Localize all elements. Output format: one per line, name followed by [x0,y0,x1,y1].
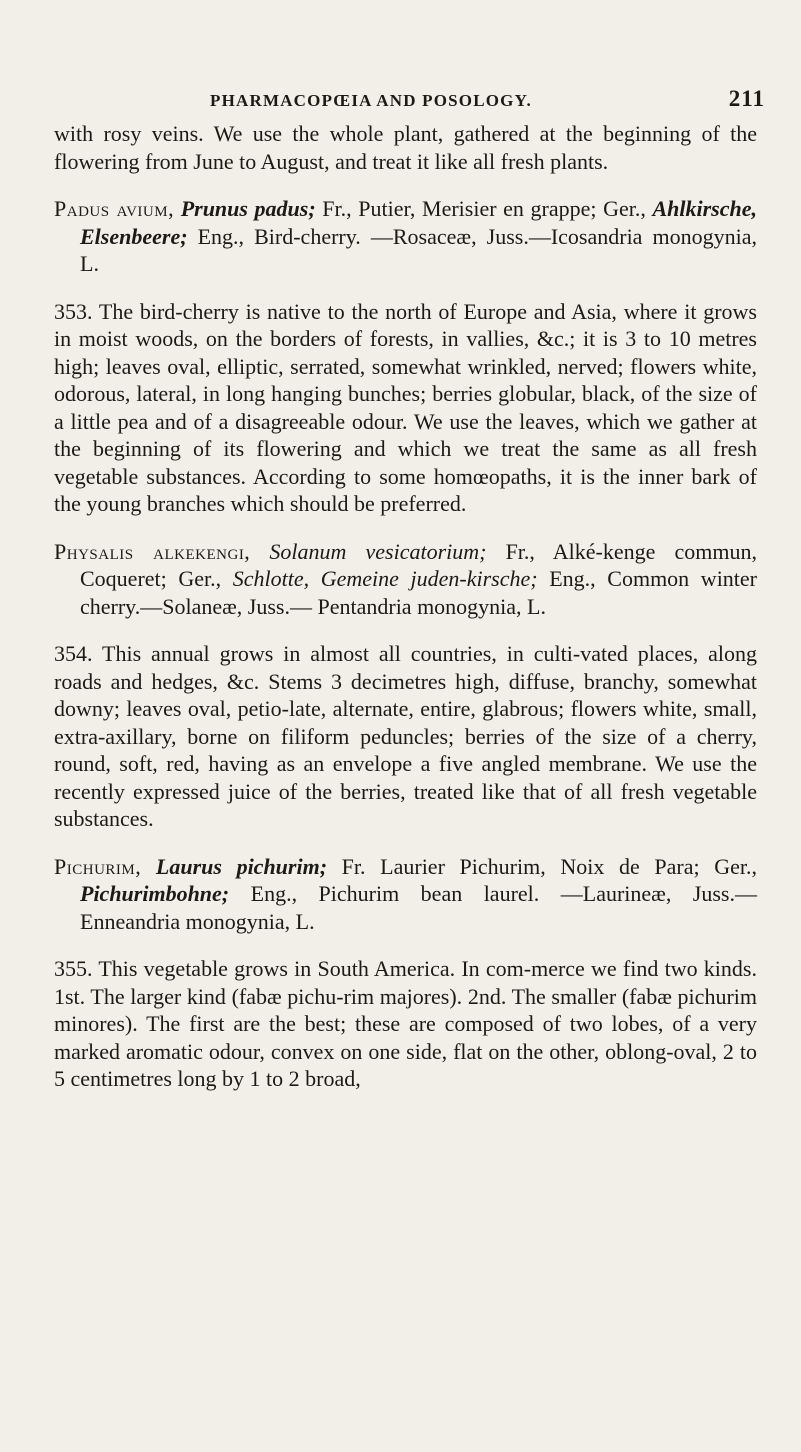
paragraph-number: 354. [54,641,93,666]
german-names: Pichurimbohne; [80,881,230,906]
running-title: PHARMACOPŒIA AND POSOLOGY. [210,91,532,110]
french-names: Fr., Putier, Merisier en grappe; Ger., [322,196,646,221]
opening-paragraph: with rosy veins. We use the whole plant, gathered at the beginning of the flowering from June to August, and treat it like all fresh plants. [54,121,757,174]
paragraph-353 [54,298,757,518]
french-names: Fr. Laurier Pichurim, Noix de Para; Ger., [341,853,757,879]
entry-name: Padus avium, [54,196,175,221]
french-names: Fr., Alké-kenge commun, Coqueret; Ger., [80,538,757,591]
entry-heading-padus-avium [54,195,757,278]
running-head [210,86,765,112]
paragraph-number: 355. [54,956,93,981]
entry-rest: Eng., Common winter cherry.—Solaneæ, Juss.— Pentandria monogynia, L. [80,566,758,619]
latin-synonym: Laurus pichurim; [155,853,328,879]
entry-heading-pichurim [54,853,757,936]
paragraph-355 [54,955,757,1093]
german-names: Ahlkirsche, Elsenbeere; [80,196,758,249]
paragraph-text: The bird-cherry is native to the north of Europe and Asia, where it grows in moist woods, on the borders of forests, in vallies, &c.; it is 3 to 10 metres high; leaves oval, elliptic, serrated, somewhat wrinkled, nerved; flowers white, odorous, lateral, in long hanging bunches; berries globular, black, of the size of a little pea and of a disagreeable odour. We use the leaves, which we gather at the beginning of its flowering and which we treat the same as all fresh vegetable substances. According to some homœopaths, it is the inner bark of the young branches which should be preferred. [54,298,757,516]
paragraph-354 [54,640,757,833]
page-body [54,120,757,1093]
paragraph-number: 353. [54,298,93,324]
latin-synonym: Solanum vesicatorium; [269,538,487,564]
paragraph-text: This vegetable grows in South America. In com-merce we find two kinds. 1st. The larger kind (fabæ pichu-rim majores). 2nd. The smaller (fabæ pichurim minores). The first are the best; these are composed of two lobes, of a very marked aromatic odour, convex on one side, flat on the other, oblong-oval, 2 to 5 centimetres long by 1 to 2 broad, [54,956,757,1091]
latin-synonym: Prunus padus; [180,196,316,221]
entry-rest: Eng., Pichurim bean laurel. —Laurineæ, Juss.—Enneandria monogynia, L. [80,881,757,934]
entry-rest: Eng., Bird-cherry. —Rosaceæ, Juss.—Icosandria monogynia, L. [80,223,757,276]
page-number: 211 [728,86,765,111]
entry-heading-physalis-alkekengi [54,538,757,621]
german-names: Schlotte, Gemeine juden-kirsche; [232,566,538,591]
paragraph-text: This annual grows in almost all countries, in culti-vated places, along roads and hedges, &c. Stems 3 decimetres high, diffuse, branchy, somewhat downy; leaves oval, petio-late, alternate, entire, glabrous; flowers white, small, extra-axillary, borne on filiform peduncles; berries of the size of a cherry, round, soft, red, having as an envelope a five angled membrane. We use the recently expressed juice of the berries, treated like that of all fresh vegetable substances. [54,641,757,831]
entry-name: Pichurim, [54,853,142,879]
entry-name: Physalis alkekengi, [54,538,251,564]
